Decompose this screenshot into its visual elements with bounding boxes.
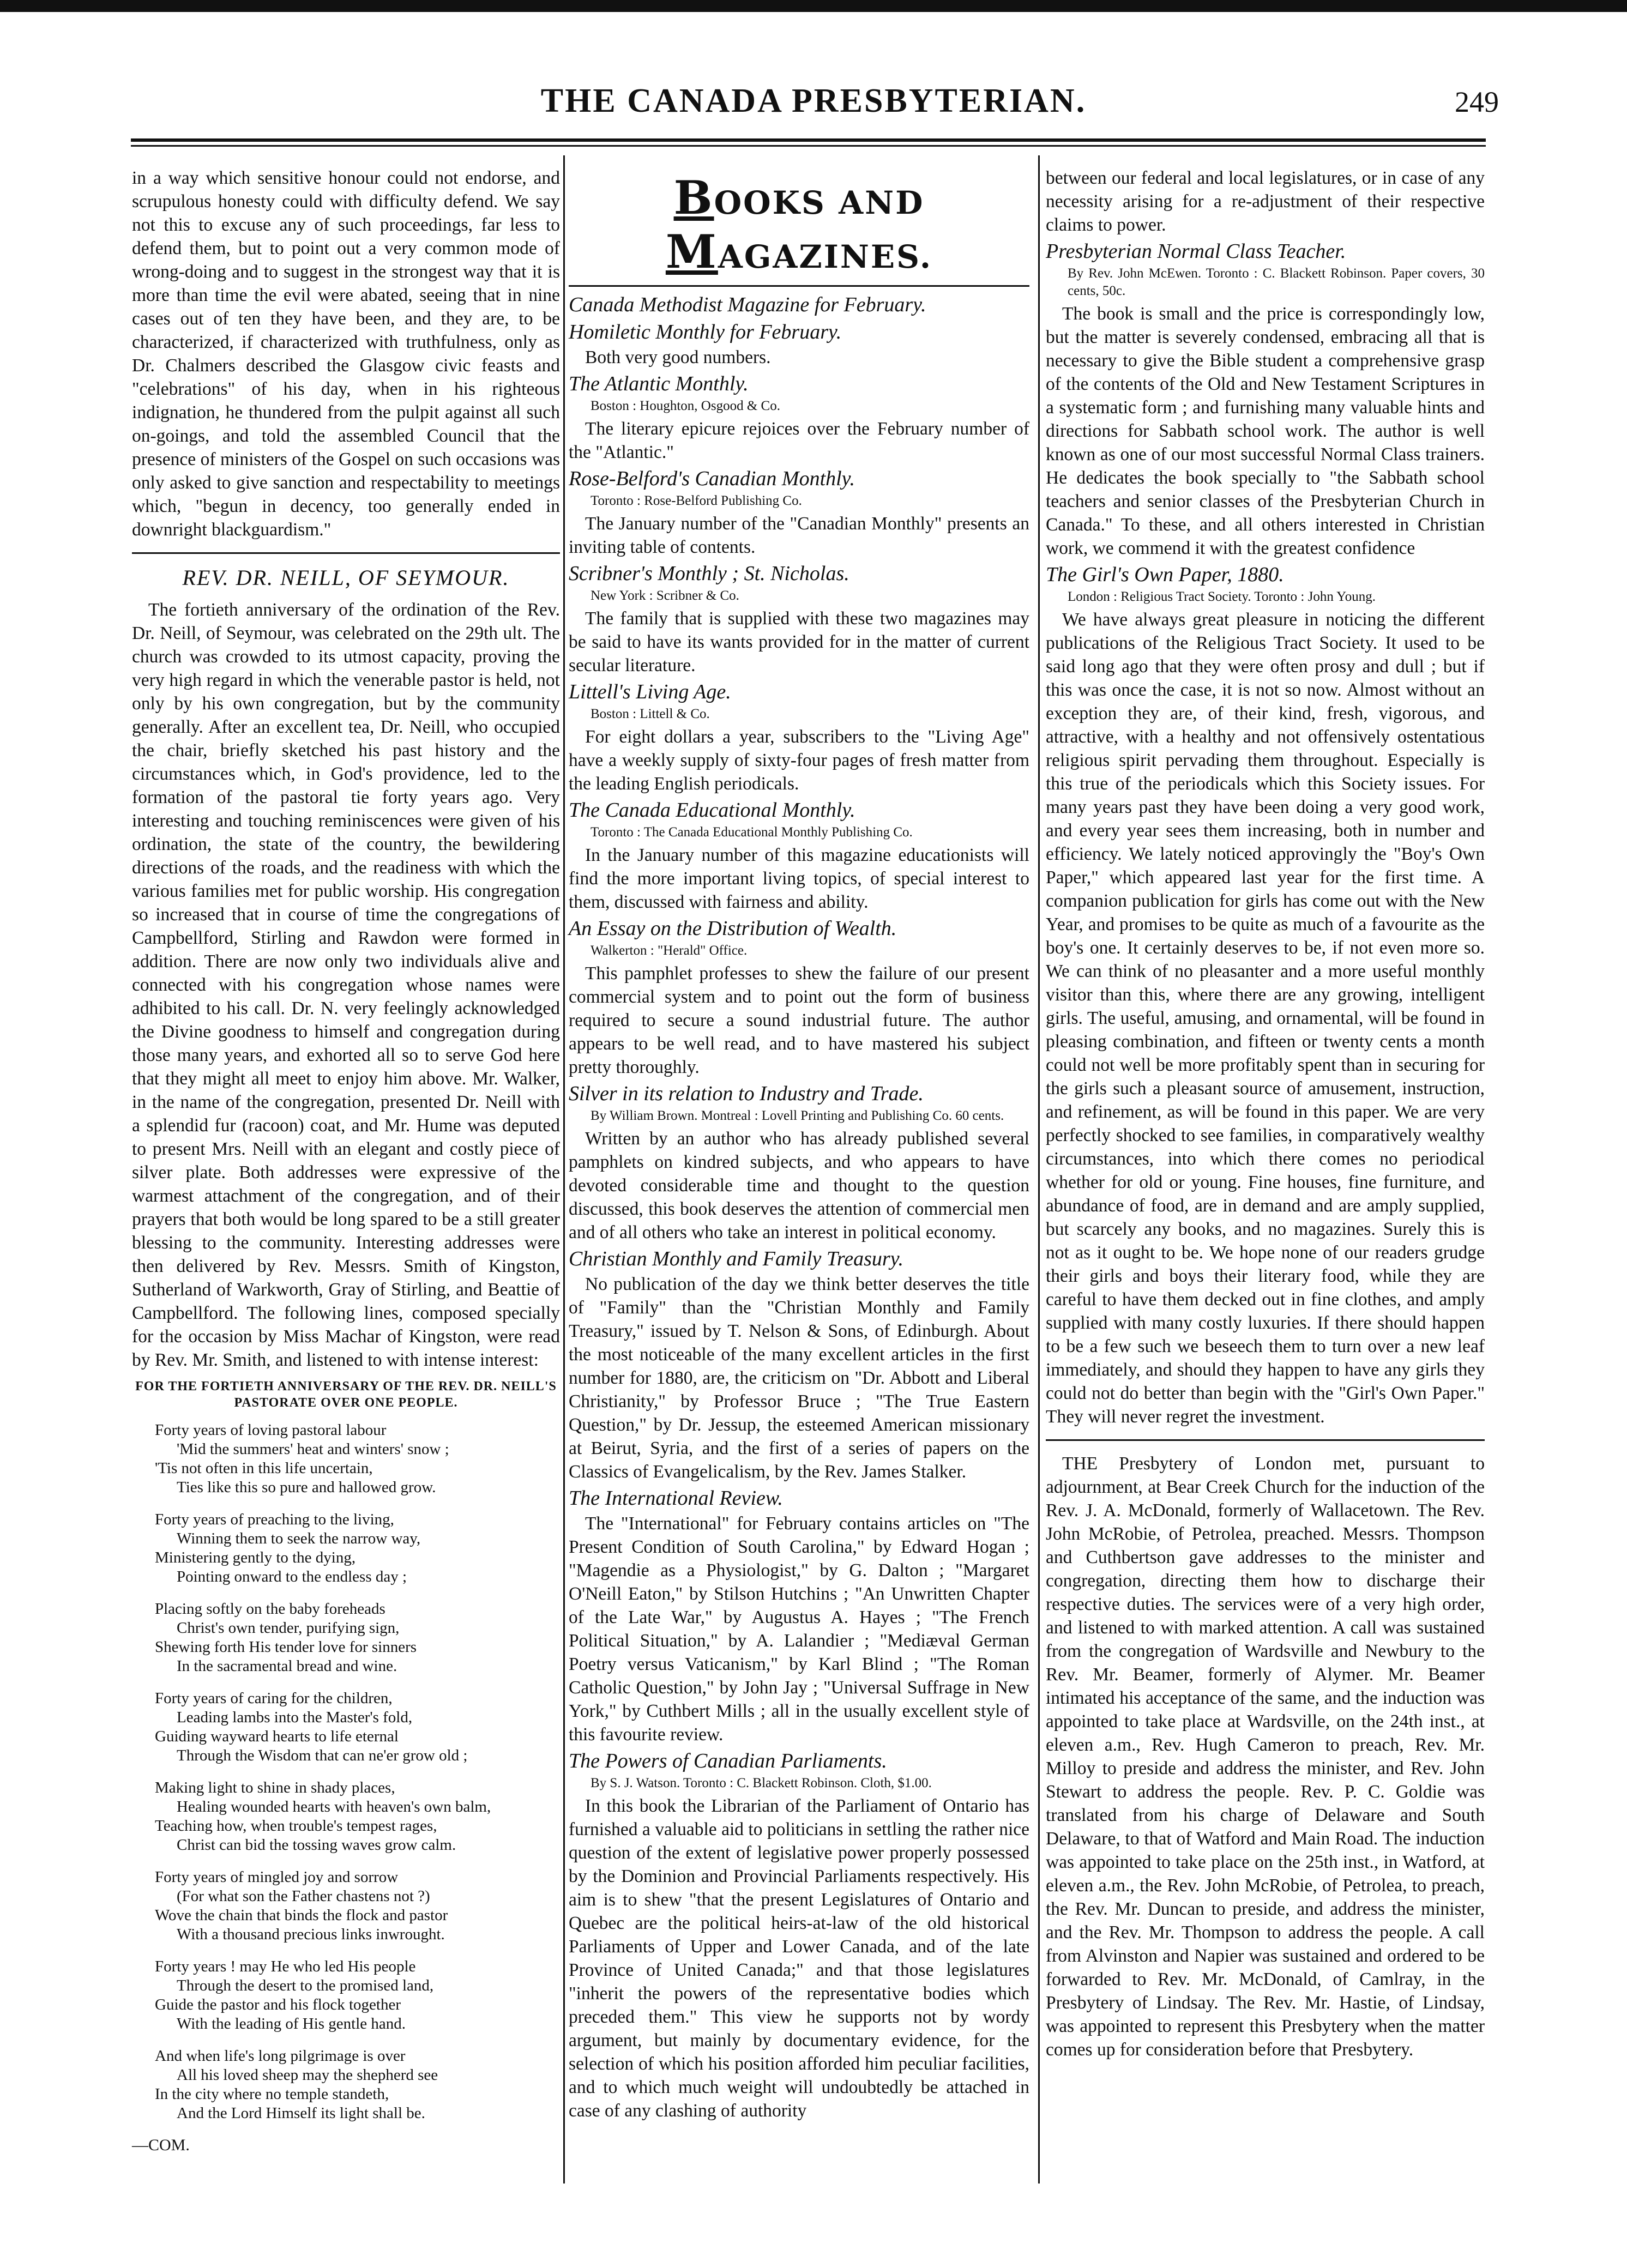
poem-line: All his loved sheep may the shepherd see bbox=[177, 2066, 438, 2084]
books-and-magazines-heading bbox=[569, 171, 1029, 279]
review-text: In this book the Librarian of the Parliament of Ontario has furnished a valuable aid to politicians in settling the rather nice question of the extent of legislative power properly possessed by the Dominion and Provincial Parliaments respectively. His aim is to shew "that the present Legislatures of Ontario and Quebec are the political heirs-at-law of the old historical Parliaments of Upper and Lower Canada, and of the late Province of United Canada;" and that those legislatures "inherit the powers of the representative bodies which preceded them." This view he supports not by wordy argument, but mainly by documentary evidence, for the selection of which his position afforded him peculiar facilities, and to which much weight will undoubtedly be attached in case of any clashing of authority bbox=[569, 1796, 1029, 2121]
poem-line: With a thousand precious links inwrought. bbox=[177, 1926, 445, 1943]
review-text: The literary epicure rejoices over the February number of the "Atlantic." bbox=[569, 419, 1029, 462]
review-text: For eight dollars a year, subscribers to the "Living Age" have a weekly supply of sixty-four pages of fresh matter from the leading English periodicals. bbox=[569, 727, 1029, 794]
review-text: This pamphlet professes to shew the failure of our present commercial system and to point out the form of business required to secure a sound industrial future. The author appears to be well read, and to have mastered his subject pretty thoroughly. bbox=[569, 963, 1029, 1077]
review-publisher: By William Brown. Montreal : Lovell Printing and Publishing Co. 60 cents. bbox=[590, 1108, 1004, 1123]
poem bbox=[132, 1421, 560, 2123]
poem-line: And the Lord Himself its light shall be. bbox=[177, 2104, 425, 2122]
continued-paragraph: between our federal and local legislatures, or in case of any necessity arising for a re-adjustment of their respective claims to power. bbox=[1046, 168, 1485, 235]
heading-initial-m: M bbox=[665, 225, 718, 279]
poem-stanza bbox=[155, 1510, 560, 1587]
poem-stanza bbox=[155, 1778, 560, 1855]
poem-line: Leading lambs into the Master's fold, bbox=[177, 1709, 413, 1726]
review-title: Christian Monthly and Family Treasury. bbox=[569, 1247, 903, 1270]
poem-line: Through the Wisdom that can ne'er grow old ; bbox=[177, 1747, 468, 1764]
review-text: The book is small and the price is correspondingly low, but the matter is severely condensed, embracing all that is necessary to give the Bible student a comprehensive grasp of the contents of the Old and New Testament Scriptures in a systematic form ; and furnishing many valuable hints and directions for Sabbath school work. The author is well known as one of our most successful Normal Class trainers. He dedicates the book specially to "the Sabbath school teachers and senior classes of the Presbyterian Church in Canada." To these, and all others interested in Christian work, we commend it with the greatest confidence bbox=[1046, 304, 1485, 558]
poem-line: 'Mid the summers' heat and winters' snow ; bbox=[177, 1440, 449, 1458]
poem-line: Guiding wayward hearts to life eternal bbox=[155, 1728, 399, 1745]
heading-text-2: AGAZINES. bbox=[718, 238, 933, 275]
review-title: Silver in its relation to Industry and Trade. bbox=[569, 1082, 924, 1105]
poem-heading: FOR THE FORTIETH ANNIVERSARY OF THE REV. DR. NEILL'S PASTORATE OVER ONE PEOPLE. bbox=[135, 1379, 557, 1410]
review-text: The "International" for February contains articles on "The Present Condition of South Carolina," by Edward Hogan ; "Magendie as a Physiologist," by G. Dalton ; "Margaret O'Neill Eaton," by Stilson Hutchins ; "An Unwritten Chapter of the Late War," by Augustus A. Hayes ; "The French Political Situation," by A. Lalandier ; "Mediæval German Poetry versus Vaticanism," by Karl Blind ; "The Roman Catholic Question," by John Jay ; "Universal Suffrage in New York," by Cuthbert Mills ; all in the usually excellent style of this favourite review. bbox=[569, 1513, 1029, 1745]
poem-line: Shewing forth His tender love for sinners bbox=[155, 1638, 417, 1656]
poem-stanza bbox=[155, 1421, 560, 1497]
review-publisher: New York : Scribner & Co. bbox=[590, 588, 739, 603]
review-title: The Atlantic Monthly. bbox=[569, 372, 749, 395]
poem-line: Forty years ! may He who led His people bbox=[155, 1958, 416, 1975]
poem-line: Winning them to seek the narrow way, bbox=[177, 1530, 421, 1547]
poem-line: Christ's own tender, purifying sign, bbox=[177, 1619, 400, 1637]
column-divider-1 bbox=[563, 155, 565, 2183]
review-text: In the January number of this magazine educationists will find the more important living topics, of special interest to them, discussed with fairness and ability. bbox=[569, 845, 1029, 912]
poem-line: (For what son the Father chastens not ?) bbox=[177, 1887, 430, 1905]
poem-line: Christ can bid the tossing waves grow calm. bbox=[177, 1836, 456, 1854]
poem-stanza bbox=[155, 1600, 560, 1676]
presbytery-paragraph: THE Presbytery of London met, pursuant to adjournment, at Bear Creek Church for the induction of the Rev. J. A. McDonald, formerly of Wallacetown. The Rev. John McRobie, of Petrolea, preached. Messrs. Thompson and Cuthbertson gave addresses to the minister and congregation, directing them how to discharge their respective duties. The services were of a very high order, and listened to with marked attention. A call was sustained from the congregation of Wardsville and Newbury to the Rev. Mr. Beamer, formerly of Alymer. Mr. Beamer intimated his acceptance of the same, and the induction was appointed to take place at Wardsville, on the 24th inst., at eleven a.m., Rev. Hugh Cameron to preach, Rev. Mr. Milloy to preside and address the minister, and Rev. John Stewart to address the people. Rev. P. C. Goldie was translated from his charge of Delaware and South Delaware, to that of Watford and Main Road. The induction was appointed to take place on the 25th inst., in Watford, at eleven a.m., the Rev. John McRobie, of Petrolea, to preach, the Rev. Mr. Duncan to preside, and address the minister, and the Rev. Mr. Thompson to address the people. A call from Alvinston and Napier was sustained and ordered to be forwarded to Rev. Mr. McDonald, of Camlray, in the Presbytery of Lindsay. The Rev. Mr. Hastie, of Lindsay, was appointed to represent this Presbytery when the matter comes up for consideration before that Presbytery. bbox=[1046, 1453, 1485, 2060]
review-text: We have always great pleasure in noticing the different publications of the Religious Tract Society. It used to be said long ago that they were often prosy and dull ; but if this was once the case, it is not so now. Almost without an exception they are, of their kind, fresh, vigorous, and attractive, with a healthy and not offensively ostentatious religious spirit pervading them throughout. Especially is this true of the periodicals which this Society issues. For many years past they have been doing a very good work, and every year sees them increasing, both in number and efficiency. We lately noticed approvingly the "Boy's Own Paper," which appeared last year for the first time. A companion publication for girls has come out with the New Year, and promises to be quite as much of a favourite as the boy's one. It certainly deserves to be, if not even more so. We can think of no pleasanter and a more useful monthly visitor than this, where there are any growing, intelligent girls. The useful, amusing, and ornamental, will be found in pleasing combination, and fifteen or twenty cents a month could not well be more profitably spent than in securing for the girls such a pleasant source of amusement, instruction, and refinement, as will be found in this paper. We are very perfectly shocked to see families, in comparatively wealthy circumstances, into which there comes no periodical whether for old or young. Fine houses, fine furniture, and abundance of food, are in demand and are amply supplied, but scarcely any books, and no magazines. Surely this is not as it ought to be. We hope none of our readers grudge their girls and boys their literary food, while they are careful to have them decked out in fine clothes, and amply supplied with many costly luxuries. If there should happen to be a few such we beseech them to turn over a new leaf immediately, and should they happen to have any girls they could not do better than begin with the "Girl's Own Paper." They will never regret the investment. bbox=[1046, 610, 1485, 1427]
review-title: The Girl's Own Paper, 1880. bbox=[1046, 563, 1284, 586]
review-text: Written by an author who has already published several pamphlets on kindred subjects, and who appears to have devoted considerable time and thought to the question discussed, this book deserves the attention of commercial men and of all others who take an interest in political economy. bbox=[569, 1129, 1029, 1242]
review-publisher: London : Religious Tract Society. Toronto : John Young. bbox=[1068, 589, 1376, 604]
poem-line: Teaching how, when trouble's tempest rages, bbox=[155, 1817, 437, 1835]
poem-line: With the leading of His gentle hand. bbox=[177, 2015, 406, 2032]
poem-line: Making light to shine in shady places, bbox=[155, 1779, 395, 1796]
masthead-rule-bottom bbox=[131, 145, 1486, 147]
poem-line: Ties like this so pure and hallowed grow. bbox=[177, 1479, 436, 1496]
poem-line: Wove the chain that binds the flock and pastor bbox=[155, 1907, 448, 1924]
poem-stanza bbox=[155, 1689, 560, 1765]
review-title: Canada Methodist Magazine for February. bbox=[569, 293, 926, 316]
column-1 bbox=[132, 166, 560, 2155]
poem-line: Forty years of caring for the children, bbox=[155, 1690, 393, 1707]
heading-rule bbox=[569, 285, 1029, 287]
page-number: 249 bbox=[1455, 86, 1499, 118]
intro-paragraph: in a way which sensitive honour could not endorse, and scrupulous honesty could with difficulty defend. We say not this to excuse any of such proceedings, far less to defend them, but to point out a very common mode of wrong-doing and to suggest in the strongest way that it is more than time the evil were abated, seeing that in nine cases out of ten they have been, and they are, to be characterized, if characterized with truthfulness, only as Dr. Chalmers described the Glasgow civic feasts and "celebrations" of his day, when in his righteous indignation, he thundered from the pulpit against all such on-goings, and told the assembled Council that the presence of ministers of the Gospel on such occasions was only asked to give sanction and respectability to meetings which, "begun in decency, too generally ended in downright blackguardism." bbox=[132, 168, 560, 540]
poem-line: And when life's long pilgrimage is over bbox=[155, 2047, 406, 2065]
review-publisher: By S. J. Watson. Toronto : C. Blackett Robinson. Cloth, $1.00. bbox=[590, 1776, 932, 1790]
poem-line: Forty years of mingled joy and sorrow bbox=[155, 1868, 399, 1886]
poem-stanza bbox=[155, 2047, 560, 2123]
column-3 bbox=[1046, 166, 1485, 2061]
poem-line: Forty years of loving pastoral labour bbox=[155, 1421, 387, 1439]
section-title: REV. DR. NEILL, OF SEYMOUR. bbox=[182, 565, 510, 590]
review-title: The International Review. bbox=[569, 1487, 783, 1510]
review-title: Littell's Living Age. bbox=[569, 680, 731, 703]
poem-line: Forty years of preaching to the living, bbox=[155, 1511, 394, 1528]
poem-line: In the sacramental bread and wine. bbox=[177, 1657, 397, 1675]
review-publisher: Walkerton : "Herald" Office. bbox=[590, 943, 748, 958]
review-text: No publication of the day we think better deserves the title of "Family" than the "Christian Monthly and Family Treasury," issued by T. Nelson & Sons, of Edinburgh. About the most noticeable of the many excellent articles in the first number for 1880, are, the criticism on "Dr. Abbott and Liberal Christianity," by Professor Bruce ; "The True Eastern Question," by Dr. Jessup, the esteemed American missionary at Beirut, Syria, and the first of a series of papers on the Classics of Evangelicalism, by the Rev. James Stalker. bbox=[569, 1274, 1029, 1482]
review-title: The Canada Educational Monthly. bbox=[569, 799, 855, 822]
neill-article-body: The fortieth anniversary of the ordination of the Rev. Dr. Neill, of Seymour, was celebrated on the 29th ult. The church was crowded to its utmost capacity, proving the very high regard in which the venerable pastor is held, not only by his own congregation, but by the community generally. After an excellent tea, Dr. Neill, who occupied the chair, briefly sketched his past history and the circumstances which, in God's providence, led to the formation of the pastoral tie forty years ago. Very interesting and touching reminiscences were given of his ordination, the state of the country, the bewildering directions of the roads, and the readiness with which the various families met for public worship. His congregation so increased that in course of time the congregations of Campbellford, Stirling and Rawdon were formed in addition. There are now only two individuals alive and connected with his congregation whose names were adhibited to his call. Dr. N. very feelingly acknowledged the Divine goodness to himself and congregation during those many years, and exhorted all so to serve God here that they might all meet to enjoy him above. Mr. Walker, in the name of the congregation, presented Dr. Neill with a splendid fur (racoon) coat, and Mr. Hume was deputed to present Mrs. Neill with an elegant and costly piece of silver plate. Both addresses were expressive of the warmest attachment of the congregation, and of their prayers that both would be long spared to be a still greater blessing to the community. Interesting addresses were then delivered by Rev. Messrs. Smith of Kingston, Sutherland of Warkworth, Gray of Stirling, and Beattie of Campbellford. The following lines, composed specially for the occasion by Miss Machar of Kingston, were read by Rev. Mr. Smith, and listened to with intense interest: bbox=[132, 600, 560, 1370]
heading-initial-b: B bbox=[673, 171, 714, 225]
review-publisher: Toronto : The Canada Educational Monthly Publishing Co. bbox=[590, 825, 913, 840]
review-text: Both very good numbers. bbox=[585, 347, 771, 367]
review-publisher: Toronto : Rose-Belford Publishing Co. bbox=[590, 493, 802, 508]
poem-line: 'Tis not often in this life uncertain, bbox=[155, 1459, 373, 1477]
review-title: An Essay on the Distribution of Wealth. bbox=[569, 917, 897, 940]
section-separator bbox=[132, 552, 560, 554]
review-title: Rose-Belford's Canadian Monthly. bbox=[569, 467, 855, 490]
poem-line: Ministering gently to the dying, bbox=[155, 1549, 356, 1566]
masthead-rule-top bbox=[131, 138, 1486, 142]
poem-stanza bbox=[155, 1868, 560, 1944]
review-title: The Powers of Canadian Parliaments. bbox=[569, 1750, 887, 1772]
poem-stanza bbox=[155, 1957, 560, 2034]
review-title: Scribner's Monthly ; St. Nicholas. bbox=[569, 562, 849, 585]
heading-text-1: OOKS AND bbox=[714, 184, 925, 221]
poem-line: Guide the pastor and his flock together bbox=[155, 1996, 401, 2013]
review-title: Presbyterian Normal Class Teacher. bbox=[1046, 240, 1346, 263]
poem-line: Healing wounded hearts with heaven's own balm, bbox=[177, 1798, 491, 1815]
section-separator bbox=[1046, 1439, 1485, 1441]
review-title: Homiletic Monthly for February. bbox=[569, 321, 842, 343]
column-2 bbox=[569, 166, 1029, 2122]
review-text: The January number of the "Canadian Monthly" presents an inviting table of contents. bbox=[569, 514, 1029, 557]
poem-line: In the city where no temple standeth, bbox=[155, 2085, 389, 2103]
review-publisher: Boston : Littell & Co. bbox=[590, 707, 710, 721]
poem-line: Through the desert to the promised land, bbox=[177, 1977, 434, 1994]
column-divider-2 bbox=[1038, 155, 1040, 2183]
poem-line: Placing softly on the baby foreheads bbox=[155, 1600, 385, 1618]
newspaper-title: THE CANADA PRESBYTERIAN. bbox=[540, 82, 1087, 119]
review-publisher: Boston : Houghton, Osgood & Co. bbox=[590, 399, 780, 413]
scan-top-border bbox=[0, 0, 1627, 12]
poem-line: Pointing onward to the endless day ; bbox=[177, 1568, 407, 1585]
review-publisher: By Rev. John McEwen. Toronto : C. Blackett Robinson. Paper covers, 30 cents, 50c. bbox=[1068, 266, 1485, 298]
poem-signature: —COM. bbox=[132, 2136, 190, 2154]
review-text: The family that is supplied with these two magazines may be said to have its wants provided for in the matter of current secular literature. bbox=[569, 608, 1029, 675]
review-list bbox=[569, 292, 1029, 2122]
masthead bbox=[0, 82, 1627, 131]
